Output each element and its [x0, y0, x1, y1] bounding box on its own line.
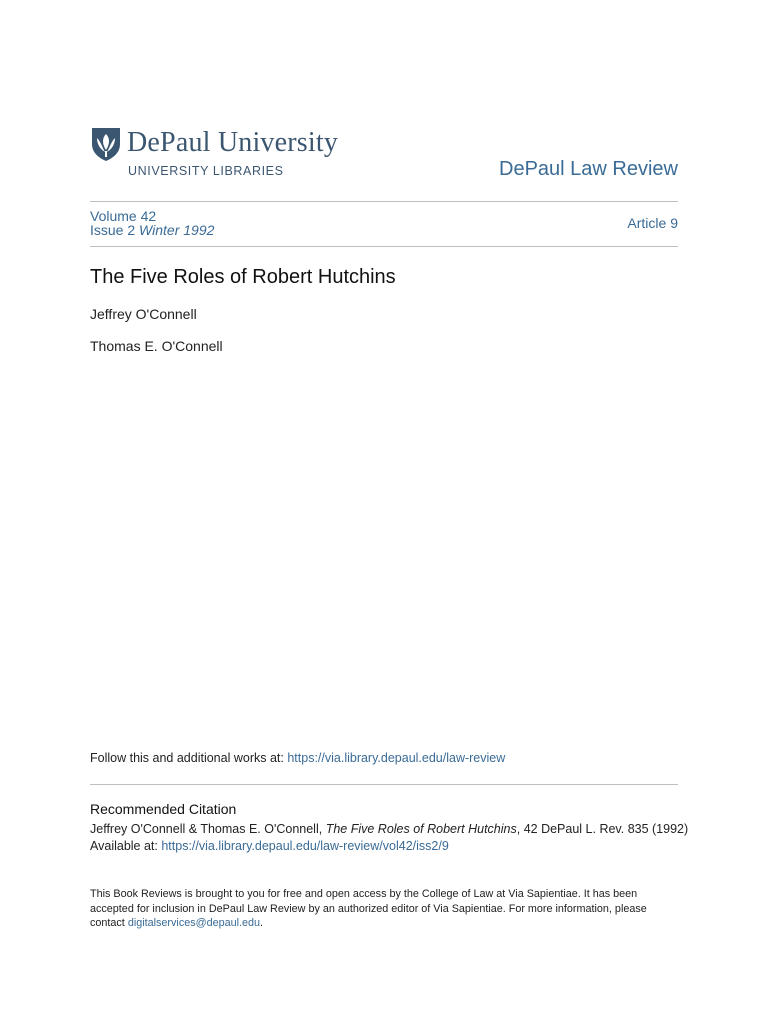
- issue-label: Issue 2: [90, 222, 136, 238]
- article-number-link[interactable]: Article 9: [627, 215, 678, 231]
- citation-authors: Jeffrey O'Connell & Thomas E. O'Connell,: [90, 822, 323, 836]
- citation-text: [90, 821, 688, 838]
- divider: [90, 246, 678, 247]
- follow-label: Follow this and additional works at:: [90, 751, 284, 765]
- issue-link[interactable]: [90, 222, 214, 238]
- volume-info: [90, 209, 214, 237]
- volume-link[interactable]: Volume 42: [90, 208, 157, 224]
- depaul-emblem-icon: [90, 126, 122, 162]
- divider: [90, 201, 678, 202]
- divider: [90, 784, 678, 785]
- issue-season: Winter 1992: [139, 222, 215, 238]
- recommended-citation-heading: Recommended Citation: [90, 801, 237, 817]
- follow-url-link[interactable]: https://via.library.depaul.edu/law-review: [287, 751, 506, 765]
- contact-email-link[interactable]: digitalservices@depaul.edu: [127, 917, 261, 929]
- author-name: Thomas E. O'Connell: [90, 338, 223, 354]
- notice-end: .: [260, 917, 264, 929]
- university-name: DePaul University: [127, 127, 339, 158]
- citation-source: , 42 DePaul L. Rev. 835 (1992): [516, 822, 689, 836]
- cover-page: [90, 0, 689, 1024]
- available-url-link[interactable]: https://via.library.depaul.edu/law-review/vol42/iss2/9: [161, 839, 449, 853]
- author-name: Jeffrey O'Connell: [90, 306, 197, 322]
- available-label: Available at:: [90, 839, 158, 853]
- follow-line: [90, 750, 505, 766]
- journal-title-link[interactable]: DePaul Law Review: [499, 158, 678, 180]
- available-at-line: [90, 838, 449, 855]
- depaul-logo[interactable]: [90, 126, 370, 182]
- libraries-label: UNIVERSITY LIBRARIES: [128, 164, 284, 178]
- article-title: The Five Roles of Robert Hutchins: [90, 266, 396, 288]
- citation-title: The Five Roles of Robert Hutchins: [325, 822, 517, 836]
- notice-text: This Book Reviews is brought to you for free and open access by the College of Law at Via Sapientiae. It has been accepted for inclusion in DePaul Law Review by an authorized editor of Via Sapientiae. For more information, please contact: [90, 888, 647, 929]
- access-notice: [90, 887, 678, 931]
